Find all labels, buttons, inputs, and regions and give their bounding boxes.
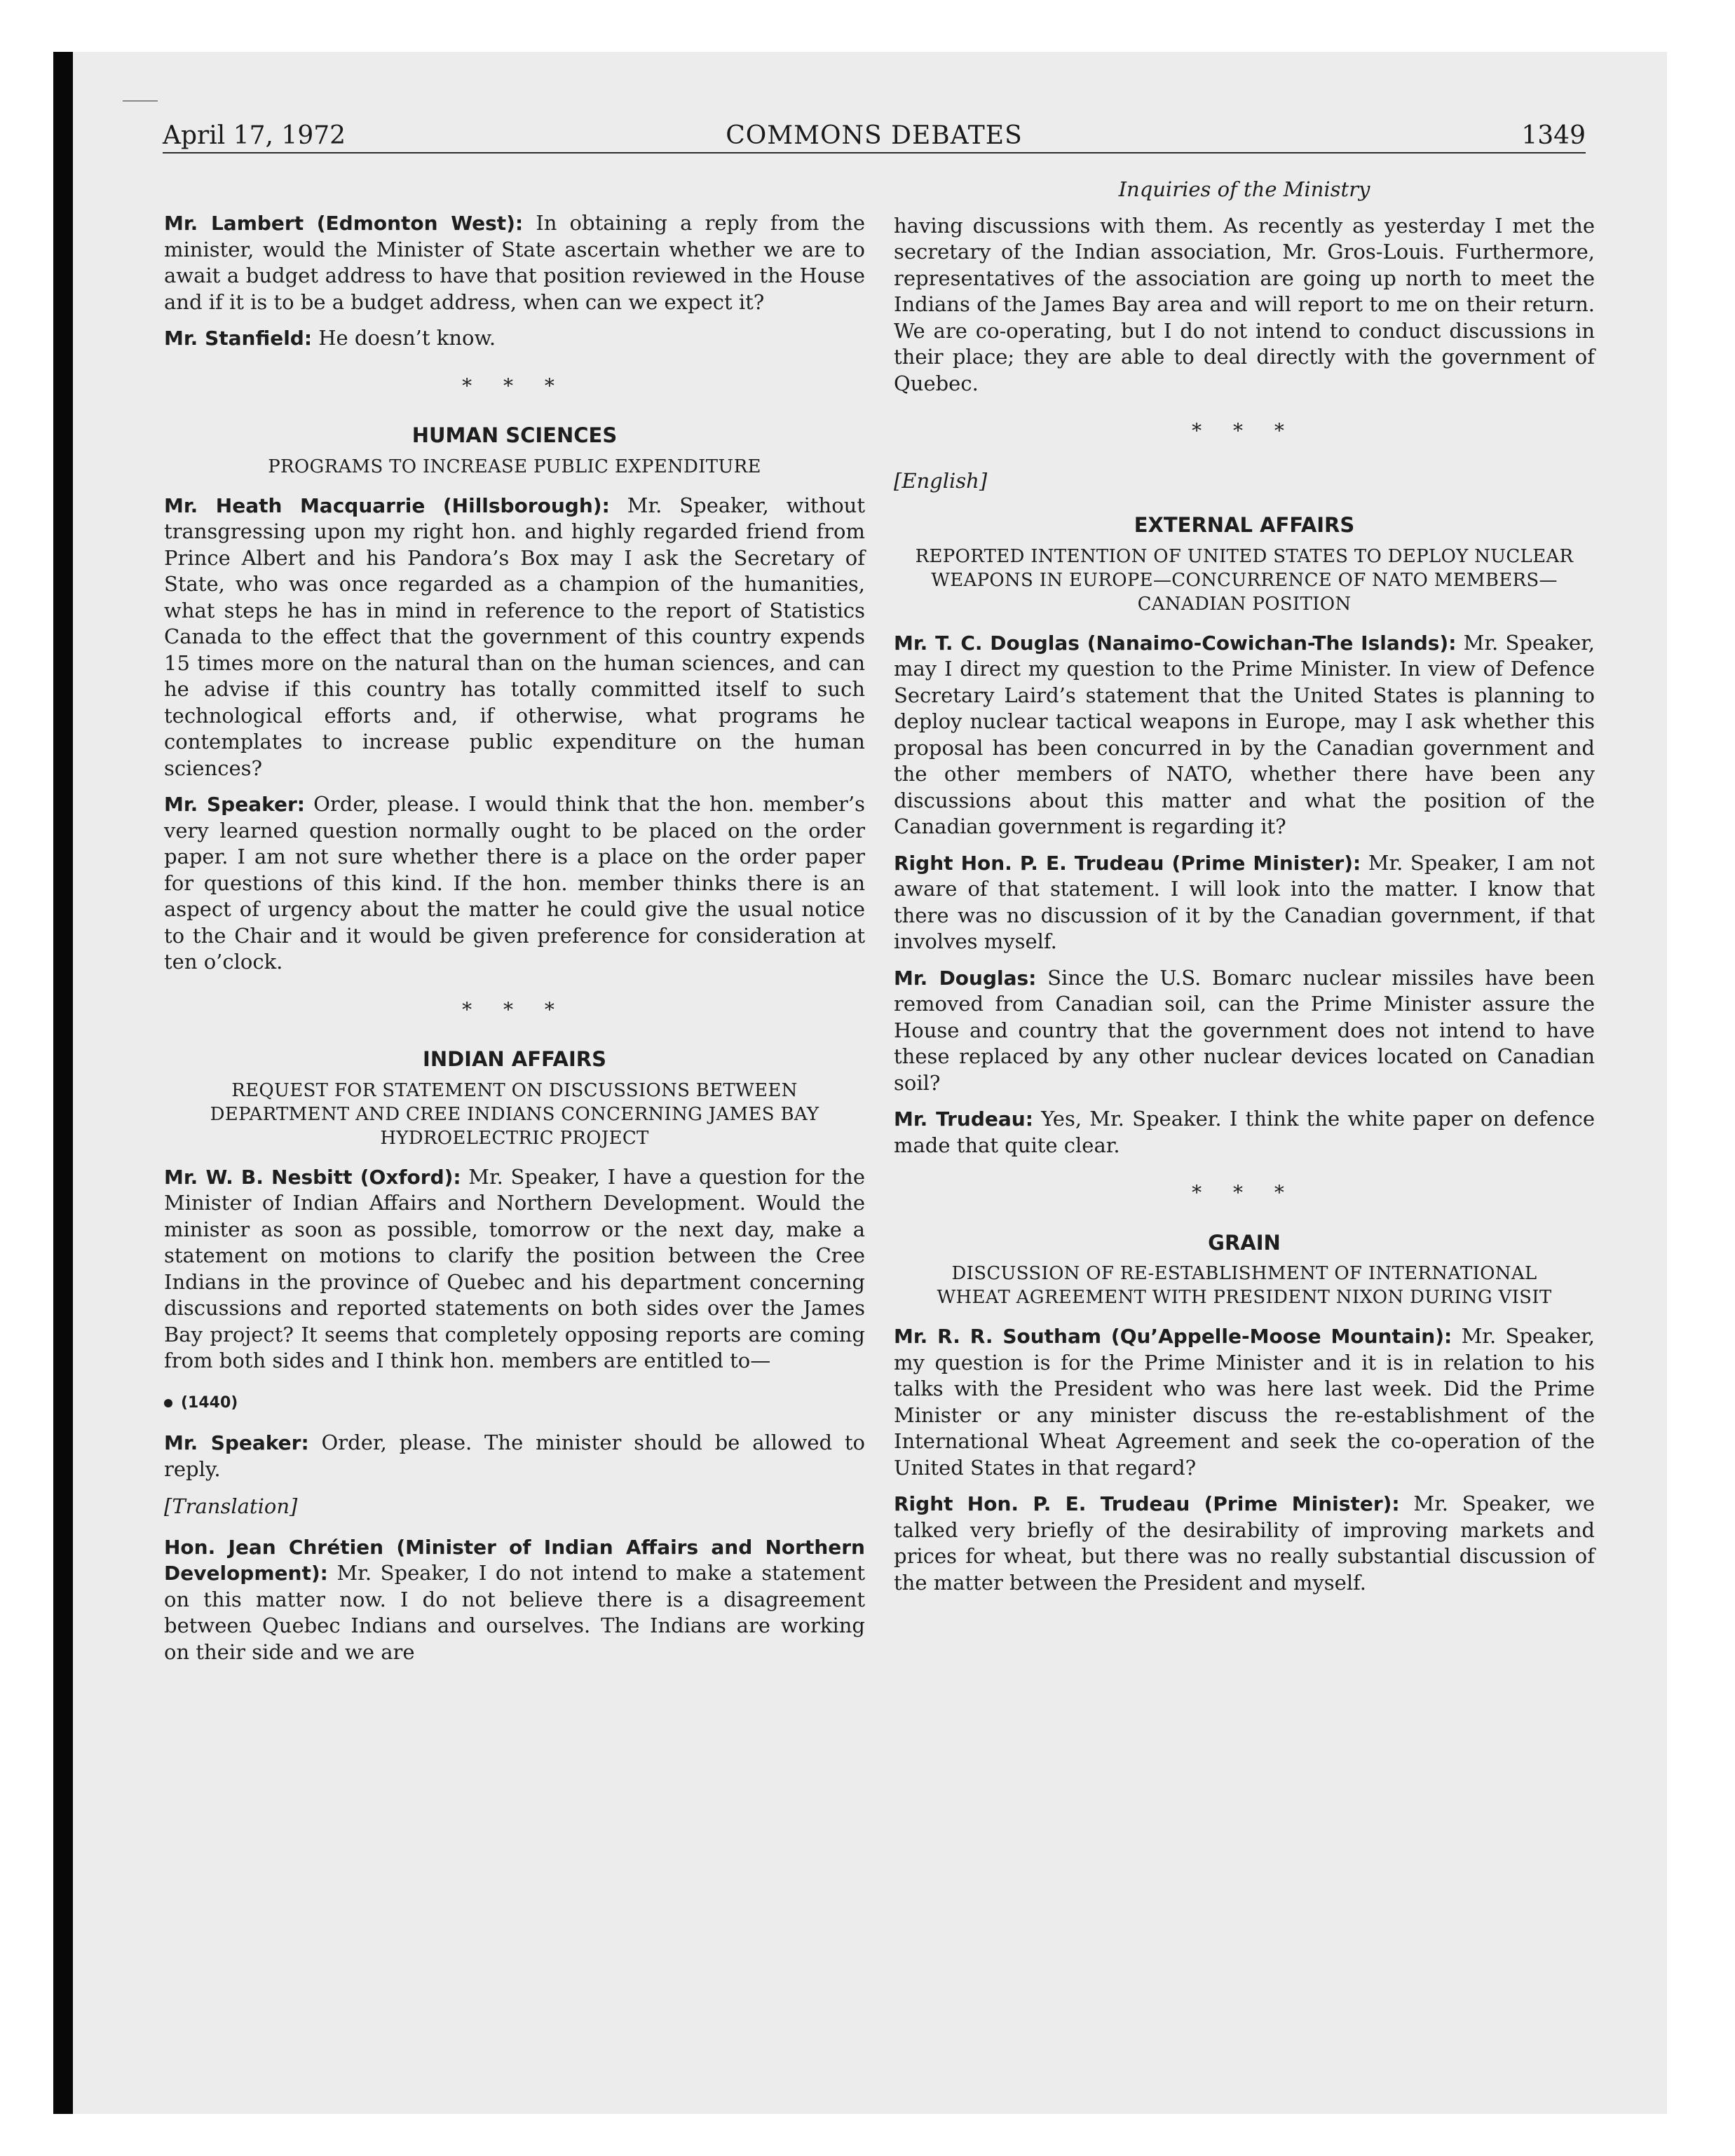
speech-speaker: [164, 791, 865, 976]
speech-lambert: [164, 210, 865, 315]
section-separator: * * *: [462, 997, 567, 1021]
time-stamp-text: (1440): [181, 1393, 238, 1412]
speech-nesbitt: [164, 1164, 865, 1374]
speaker-name: Mr. Speaker:: [164, 793, 305, 816]
section-heading-human-sciences: HUMAN SCIENCES: [411, 423, 618, 447]
time-stamp: [164, 1390, 865, 1417]
speech-trudeau-3: [894, 1491, 1595, 1596]
section-heading-external-affairs: EXTERNAL AFFAIRS: [1134, 513, 1355, 537]
speech-text: Mr. Speaker, I do not intend to make a statement on this matter now. I do not believe there is a disagreement between Quebec Indians and ourselves. The Indians are working on their side and we are: [164, 1561, 866, 1664]
binding-edge: [53, 52, 73, 2114]
speech-text: Order, please. The minister should be allowed to reply.: [164, 1431, 866, 1481]
speech-macquarrie: [164, 493, 865, 782]
section-heading-grain: GRAIN: [1208, 1230, 1281, 1255]
speech-text: Order, please. I would think that the hon. member’s very learned question normally ought to be placed on the order paper. I am not sure whether there is a place on the order paper for questions of this kind. If the hon. member thinks there is an aspect of urgency about the matter he could give the usual notice to the Chair and it would be given preference for consideration at ten o’clock.: [164, 792, 865, 974]
speaker-name: Mr. Trudeau:: [894, 1107, 1033, 1131]
running-head: Inquiries of the Ministry: [1118, 177, 1370, 201]
speaker-name: Mr. R. R. Southam (Qu’Appelle-Moose Mountain):: [894, 1325, 1452, 1348]
page-header: [163, 121, 1586, 153]
speech-chretien-continued: [894, 213, 1595, 397]
speech-text: Mr. Speaker, I am not aware of that statement. I will look into the matter. I know that there was no discussion of it by the Canadian government, if that involves myself.: [894, 850, 1595, 953]
section-separator: * * *: [462, 374, 567, 397]
speech-text: Mr. Speaker, my question is for the Prime Minister and it is in relation to his talks with the President who was here last week. Did the Prime Minister or any minister discuss the re-establishment of the International Wheat Agreement and seek the co-operation of the United States in that regard?: [894, 1324, 1595, 1480]
english-note: [English]: [894, 468, 988, 493]
header-page-number: 1349: [1521, 121, 1586, 150]
left-column: [164, 210, 865, 1675]
speech-text: Since the U.S. Bomarc nuclear missiles have been removed from Canadian soil, can the Prime Minister assure the House and country that the government does not intend to have these replaced by any other nuclear devices located on Canadian soil?: [894, 965, 1595, 1095]
speech-text: Yes, Mr. Speaker. I think the white paper on defence made that quite clear.: [894, 1107, 1595, 1157]
speaker-name: Mr. Speaker:: [164, 1431, 309, 1454]
speech-text: He doesn’t know.: [318, 326, 496, 350]
speaker-name: Mr. Stanfield:: [164, 327, 313, 350]
section-subheading: PROGRAMS TO INCREASE PUBLIC EXPENDITURE: [268, 456, 761, 477]
speech-trudeau: [894, 850, 1595, 955]
speech-speaker-2: [164, 1430, 865, 1482]
speaker-name: Mr. W. B. Nesbitt (Oxford):: [164, 1165, 461, 1189]
speaker-name: Right Hon. P. E. Trudeau (Prime Minister):: [894, 1492, 1400, 1515]
speaker-name: Right Hon. P. E. Trudeau (Prime Minister):: [894, 851, 1361, 875]
right-column: [894, 177, 1595, 1606]
speech-text: having discussions with them. As recently as yesterday I met the secretary of the Indian association, Mr. Gros-Louis. Furthermore, representatives of the association are going up north to meet the Indians of the James Bay area and will report to me on their return. We are co-operating, but I do not intend to conduct discussions in their place; they are able to deal directly with the government of Quebec.: [894, 213, 1595, 395]
section-subheading: REQUEST FOR STATEMENT ON DISCUSSIONS BETWEEN DEPARTMENT AND CREE INDIANS CONCERNING JAMES BAY HYDROELECTRIC PROJECT: [210, 1079, 819, 1149]
bullet-icon: [164, 1399, 172, 1407]
speech-trudeau-2: [894, 1106, 1595, 1159]
speaker-name: Hon. Jean Chrétien (Minister of Indian Affairs and Northern Development):: [164, 1535, 865, 1585]
header-date: April 17, 1972: [163, 121, 346, 150]
section-separator: * * *: [1192, 419, 1297, 442]
speech-text: Mr. Speaker, without transgressing upon my right hon. and highly regarded friend from Prince Albert and his Pandora’s Box may I ask the Secretary of State, who was once regarded as a champion of the humanities, what steps he has in mind in reference to the report of Statistics Canada to the effect that the government of this country expends 15 times more on the natural than on the human sciences, and can he advise if this country has totally committed itself to such technological efforts and, if otherwise, what programs he contemplates to increase public expenditure on the human sciences?: [164, 493, 865, 780]
header-title: COMMONS DEBATES: [726, 121, 1023, 150]
section-separator: * * *: [1192, 1181, 1297, 1204]
scan-mark: [123, 100, 158, 102]
header-rule: [163, 152, 1586, 153]
speech-chretien: [164, 1534, 865, 1666]
speaker-name: Mr. Douglas:: [894, 966, 1037, 990]
speech-text: Mr. Speaker, may I direct my question to the Prime Minister. In view of Defence Secretary Laird’s statement that the United States is planning to deploy nuclear tactical weapons in Europe, may I ask whether this proposal has been concurred in by the Canadian government and the other members of NATO, whether there have been any discussions about this matter and what the position of the Canadian government is regarding it?: [894, 630, 1595, 838]
section-subheading: DISCUSSION OF RE-ESTABLISHMENT OF INTERNATIONAL WHEAT AGREEMENT WITH PRESIDENT NIXON DURING VISIT: [937, 1263, 1552, 1308]
speaker-name: Mr. Lambert (Edmonton West):: [164, 212, 524, 235]
speech-stanfield: [164, 325, 865, 352]
speech-douglas-2: [894, 965, 1595, 1097]
section-subheading: REPORTED INTENTION OF UNITED STATES TO DEPLOY NUCLEAR WEAPONS IN EUROPE—CONCURRENCE OF NATO MEMBERS—CANADIAN POSITION: [915, 545, 1574, 615]
translation-note: [Translation]: [164, 1494, 298, 1518]
speaker-name: Mr. T. C. Douglas (Nanaimo-Cowichan-The Islands):: [894, 631, 1457, 655]
speech-text: Mr. Speaker, we talked very briefly of the desirability of improving markets and prices for wheat, but there was no really substantial discussion of the matter between the President and myself.: [894, 1492, 1595, 1595]
speech-text: Mr. Speaker, I have a question for the Minister of Indian Affairs and Northern Development. Would the minister as soon as possible, tomorrow or the next day, make a statement on motions to clarify the position between the Cree Indians in the province of Quebec and his department concerning discussions and reported statements on both sides over the James Bay project? It seems that completely opposing reports are coming from both sides and I think hon. members are entitled to—: [164, 1164, 866, 1372]
speech-text: In obtaining a reply from the minister, would the Minister of State ascertain whether we are to await a budget address to have that position reviewed in the House and if it is to be a budget address, when can we expect it?: [164, 211, 866, 314]
speech-douglas: [894, 630, 1595, 840]
section-heading-indian-affairs: INDIAN AFFAIRS: [423, 1047, 606, 1071]
speech-southam: [894, 1323, 1595, 1481]
speaker-name: Mr. Heath Macquarrie (Hillsborough):: [164, 493, 610, 517]
